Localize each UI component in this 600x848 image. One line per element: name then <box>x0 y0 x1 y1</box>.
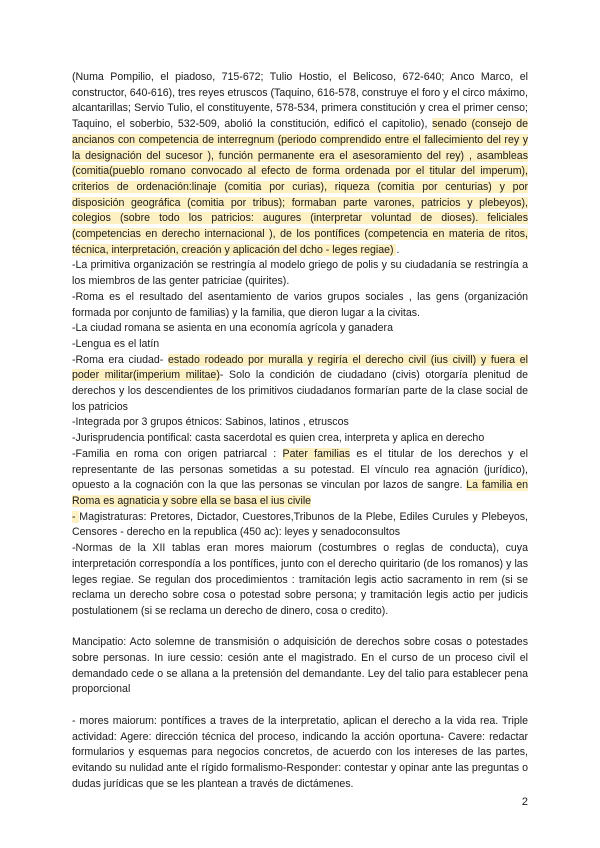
text-segment: -Integrada por 3 grupos étnicos: Sabinos, latinos , etruscos <box>72 416 349 429</box>
paragraph <box>72 510 528 541</box>
text-segment: -Lengua es el latín <box>72 337 160 350</box>
text-segment: - mores maiorum: pontífices a traves de la interpretatio, aplican el derecho a la vida rea. Triple actividad: Agere: dirección técnica del proceso, indicando la acción oportuna- Cavere: redactar formularios y esquemas para negocios concretos, de acuerdo con los intereses de las partes, evitando su nulidad ante el rígido formalismo-Responder: contestar y opinar ante las preguntas o dudas jurídicas que se les plantean a través de dictámenes. <box>72 714 528 790</box>
text-segment: -Familia en roma con origen patriarcal : <box>72 447 283 460</box>
text-segment: Magistraturas: Pretores, Dictador, Cuestores,Tribunos de la Plebe, Ediles Curules y Plebeyos, Censores - derecho en la republica (450 ac): leyes y senadoconsultos <box>72 510 528 539</box>
text-segment: Mancipatio: Acto solemne de transmisión o adquisición de derechos sobre cosas o potestades sobre personas. In iure cessio: cesión ante el magistrado. En el curso de un proceso civil el demandado cede o se allana a la pretensión del demandante. Ley del talio para establecer pena proporcional <box>72 636 528 696</box>
paragraph <box>72 70 528 258</box>
paragraph <box>72 321 528 337</box>
text-segment: es el titular de los derechos y el representante de las personas sometidas a su potestad. El vínculo rea agnación (jurídico), opuesto a la cognación con la que las personas se vinculan por lazos de sangre. <box>72 447 528 492</box>
paragraph-spacer <box>72 698 528 714</box>
paragraph-spacer <box>72 620 528 636</box>
highlighted-text: estado rodeado por muralla y regiría el derecho civil (ius civill) y fuera el poder militar(imperium militae) <box>72 353 528 382</box>
paragraph <box>72 337 528 353</box>
highlighted-text: La familia en Roma es agnaticia y sobre ella se basa el ius civile <box>72 479 528 507</box>
paragraph <box>72 290 528 321</box>
text-segment: - Solo la condición de ciudadano (civis) otorgaría plenitud de derechos y los descendientes de los primitivos ciudadanos formarían parte de la clase social de los patricios <box>72 369 528 413</box>
highlighted-text: Pater familias <box>282 447 351 460</box>
document-body <box>72 70 528 792</box>
paragraph <box>72 415 528 431</box>
highlighted-text: - <box>72 510 80 523</box>
paragraph <box>72 714 528 793</box>
paragraph <box>72 635 528 698</box>
text-segment: -Normas de la XII tablas eran mores maiorum (costumbres o reglas de conducta), cuya interpretación correspondía a los pontífices, junto con el derecho quiritario (de los romanos) y las leges regiae. Se regulan dos procedimientos : tramitación legis actio sacramento in rem (si se reclama un derecho sobre cosa o potestad sobre persona; y tramitación legis actio per judicis postulationem (si se reclama un derecho de dinero, cosa o credito). <box>72 542 528 617</box>
paragraph <box>72 447 528 510</box>
page-number: 2 <box>521 796 528 808</box>
paragraph <box>72 353 528 416</box>
text-segment: -La primitiva organización se restringía al modelo griego de polis y su ciudadanía se restringía a los miembros de las genter patriciae (quirites). <box>72 259 528 288</box>
paragraph <box>72 258 528 289</box>
text-segment: -Jurisprudencia pontifical: casta sacerdotal es quien crea, interpreta y aplica en derecho <box>72 432 485 445</box>
paragraph <box>72 431 528 447</box>
text-segment: -Roma era ciudad- <box>72 353 169 366</box>
text-segment: . <box>396 243 400 256</box>
text-segment: -La ciudad romana se asienta en una economía agrícola y ganadera <box>72 322 393 335</box>
text-segment: -Roma es el resultado del asentamiento de varios grupos sociales , las gens (organización formada por conjunto de familias) y la familia, que dieron lugar a la civitas. <box>72 290 528 319</box>
text-segment: (Numa Pompilio, el piadoso, 715-672; Tulio Hostio, el Belicoso, 672-640; Anco Marco, el constructor, 640-616), tres reyes etruscos (Taquino, 616-578, construye el foro y el circo máximo, alcantarillas; Servio Tulio, el constituyente, 578-534, primera constitución y crea el primer censo; Taquino, el soberbio, 532-509, abolió la constitución, edificó el capitolio), <box>72 71 528 131</box>
highlighted-text: senado (consejo de ancianos con competencia de interregnum (periodo comprendido entre el fallecimiento del rey y la designación del sucesor ), función permanente era el asesoramiento del rey) , asambleas (comitia(pueblo romano convocado al efecto de forma ordenada por el titular del imperum), criterios de ordenación:linaje (comitia por curias), riqueza (comitia por centurias) y por disposición geográfica (comitia por tribus); formaban parte varones, patricios y plebeyos), colegios (sobre todo los patricios: augures (interpretar voluntad de dioses). feliciales (competencias en derecho internacional ), de los pontífices (competencia en materia de ritos, técnica, interpretación, creación y aplicación del dcho - leges regiae) <box>72 118 528 256</box>
paragraph <box>72 541 528 620</box>
